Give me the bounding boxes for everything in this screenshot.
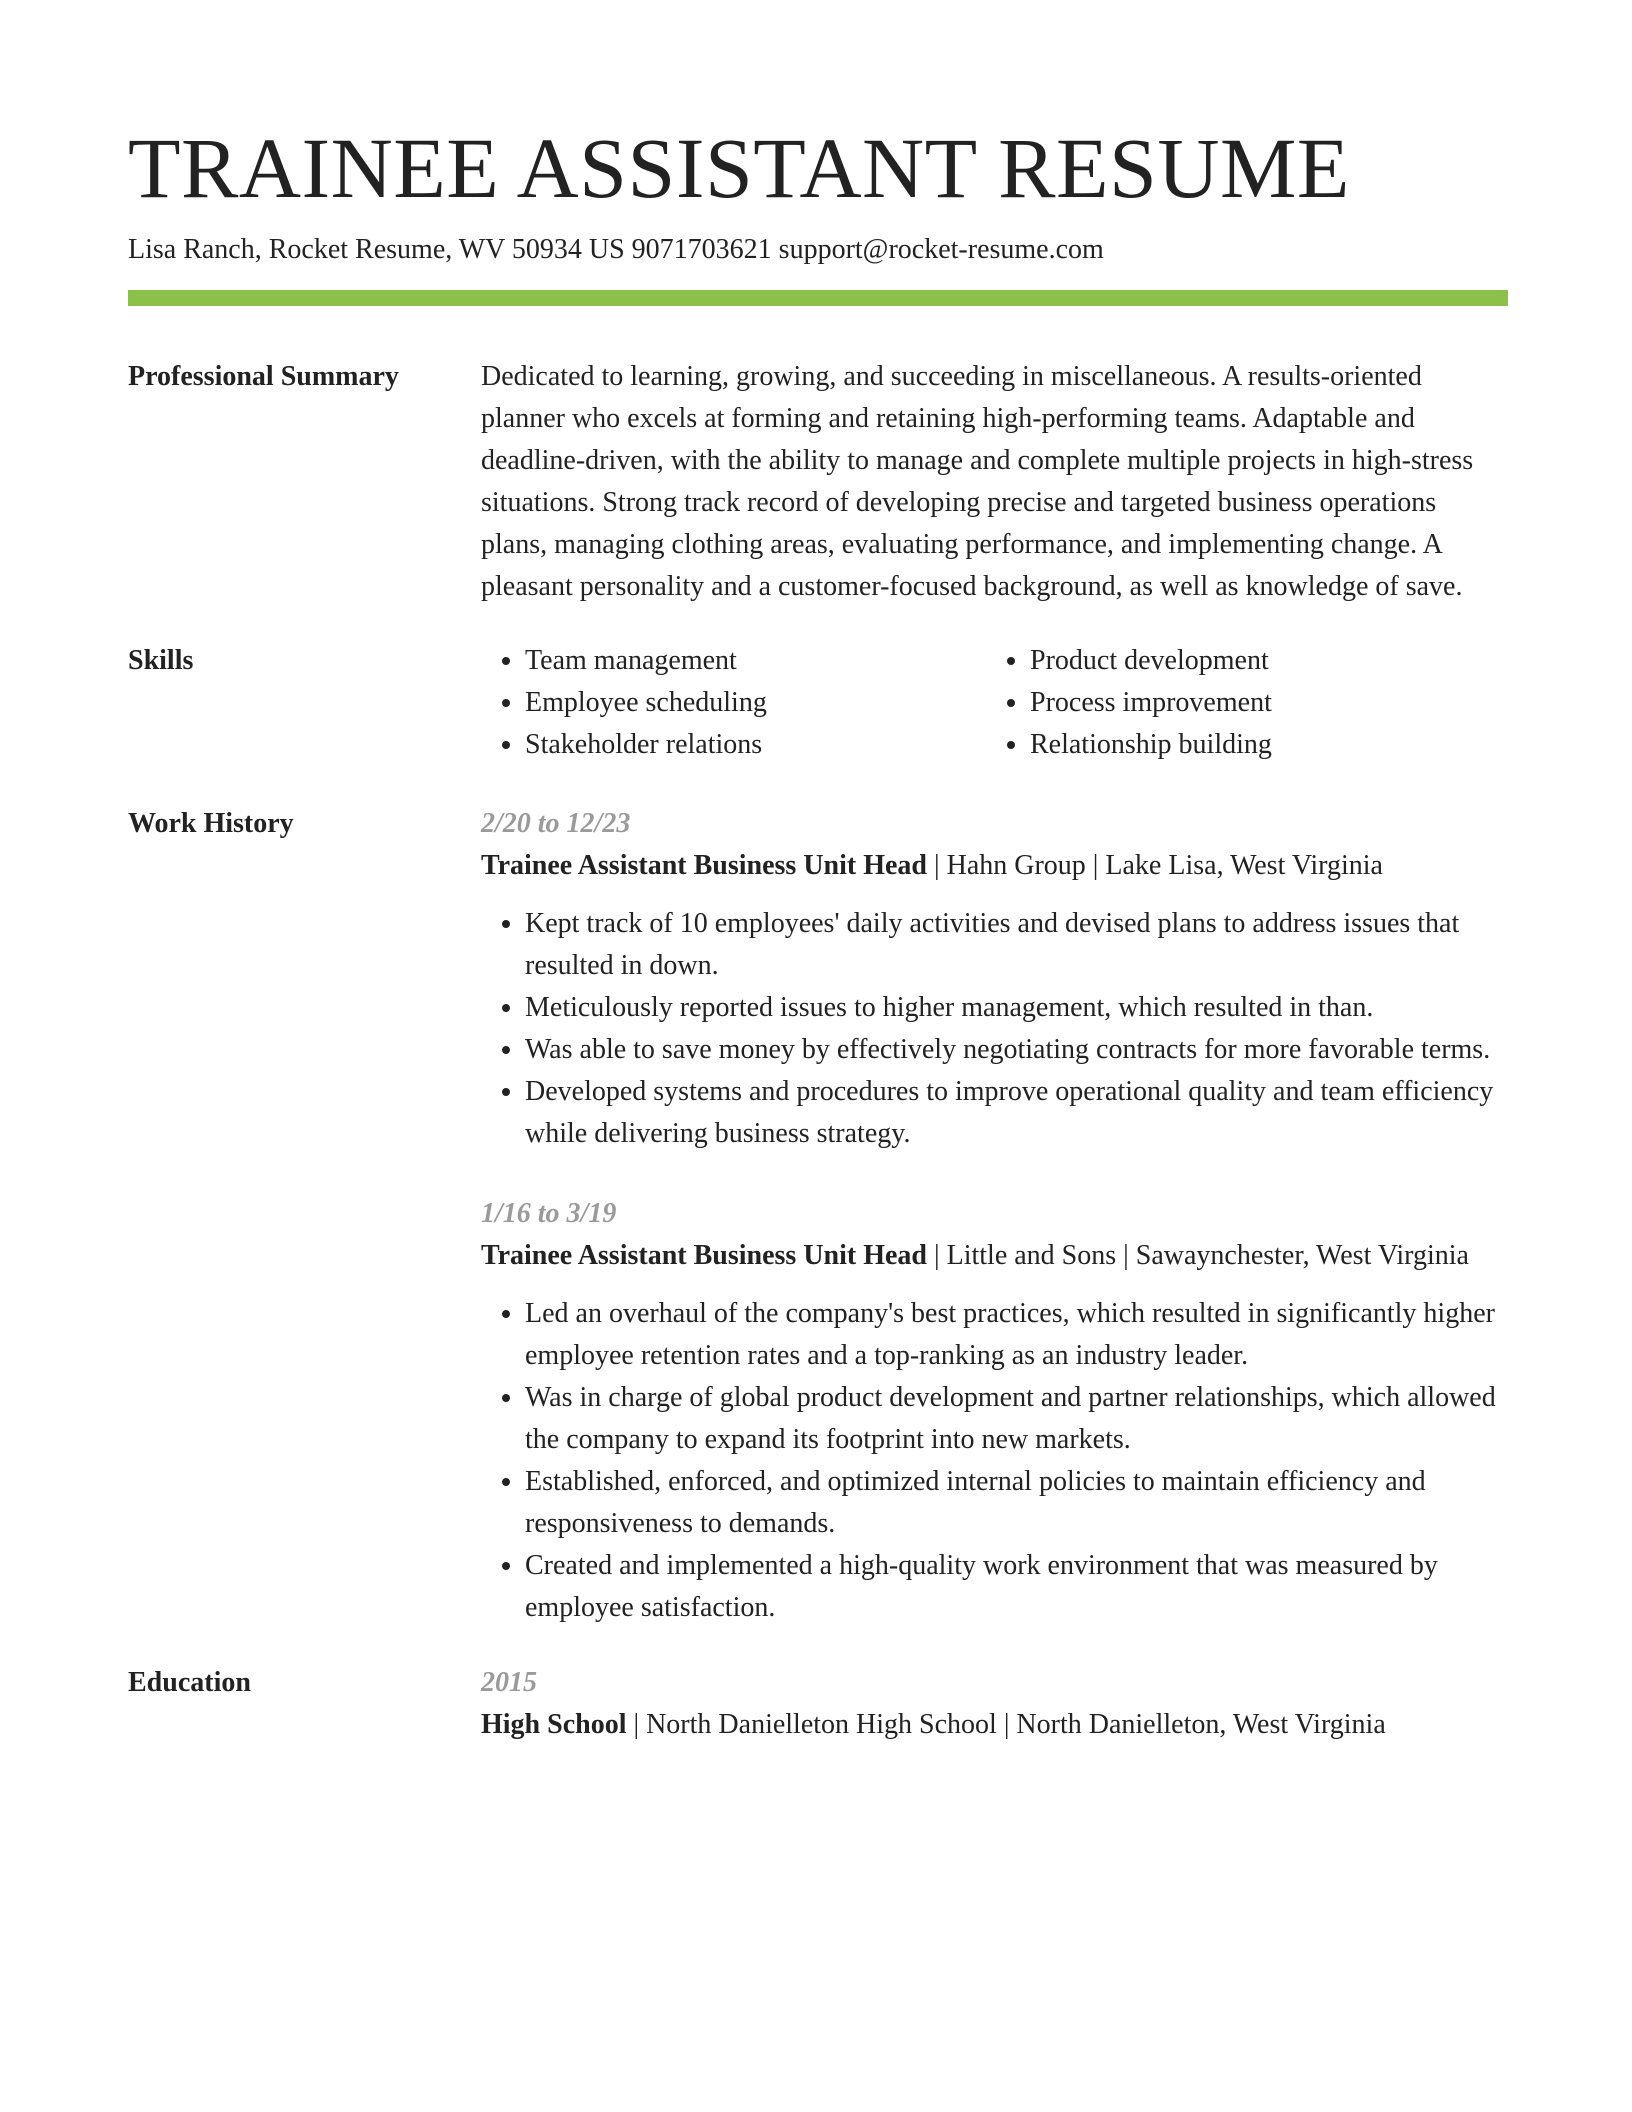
skills-body bbox=[481, 640, 1508, 766]
job-bullets bbox=[481, 903, 1508, 1155]
job-heading bbox=[481, 845, 1508, 887]
job-heading bbox=[481, 1235, 1508, 1277]
job-dates: 2/20 to 12/23 bbox=[481, 808, 631, 839]
summary-text: Dedicated to learning, growing, and succeeding in miscellaneous. A results-oriented planner who excels at forming and retaining high-performing teams. Adaptable and deadline-driven, with the ability to manage and complete multiple projects in high-stress situations. Strong track record of developing precise and targeted business operations plans, managing clothing areas, evaluating performance, and implementing change. A pleasant personality and a customer-focused background, as well as knowledge of save. bbox=[481, 361, 1474, 602]
skill-item: • Employee scheduling bbox=[525, 682, 986, 724]
job-details: | Hahn Group | Lake Lisa, West Virginia bbox=[927, 850, 1383, 881]
job-bullet: • Established, enforced, and optimized internal policies to maintain efficiency and responsiveness to demands. bbox=[525, 1461, 1508, 1545]
job-bullet: • Led an overhaul of the company's best practices, which resulted in significantly higher employee retention rates and a top-ranking as an industry leader. bbox=[525, 1293, 1508, 1377]
job-bullet: • Meticulously reported issues to higher management, which resulted in than. bbox=[525, 987, 1508, 1029]
job-bullet: • Was able to save money by effectively negotiating contracts for more favorable terms. bbox=[525, 1029, 1508, 1071]
skills-column-2 bbox=[986, 640, 1491, 766]
skill-item: • Team management bbox=[525, 640, 986, 682]
summary-label: Professional Summary bbox=[128, 361, 399, 392]
skills-column-1 bbox=[481, 640, 986, 766]
skills-section bbox=[128, 640, 1508, 766]
job-title: Trainee Assistant Business Unit Head bbox=[481, 1240, 927, 1271]
education-section bbox=[128, 1662, 1508, 1746]
job-entry bbox=[481, 1193, 1508, 1629]
contact-line: Lisa Ranch, Rocket Resume, WV 50934 US 9071703621 support@rocket-resume.com bbox=[128, 234, 1104, 265]
resume-title: TRAINEE ASSISTANT RESUME bbox=[128, 120, 1350, 216]
education-body bbox=[481, 1662, 1508, 1746]
job-bullets bbox=[481, 1293, 1508, 1629]
work-history-label: Work History bbox=[128, 808, 294, 839]
skill-item: • Stakeholder relations bbox=[525, 724, 986, 766]
job-dates: 1/16 to 3/19 bbox=[481, 1198, 617, 1229]
summary-section bbox=[128, 356, 1508, 608]
resume-page bbox=[128, 0, 1508, 1746]
job-bullet: • Was in charge of global product development and partner relationships, which allowed the company to expand its footprint into new markets. bbox=[525, 1377, 1508, 1461]
education-details: | North Danielleton High School | North Danielleton, West Virginia bbox=[626, 1709, 1386, 1740]
job-bullet: • Created and implemented a high-quality work environment that was measured by employee satisfaction. bbox=[525, 1545, 1508, 1629]
skill-item: • Relationship building bbox=[1030, 724, 1491, 766]
work-history-section bbox=[128, 803, 1508, 1629]
header-divider bbox=[128, 290, 1508, 306]
job-title: Trainee Assistant Business Unit Head bbox=[481, 850, 927, 881]
job-details: | Little and Sons | Sawaynchester, West Virginia bbox=[927, 1240, 1469, 1271]
job-bullet: • Developed systems and procedures to improve operational quality and team efficiency while delivering business strategy. bbox=[525, 1071, 1508, 1155]
skill-item: • Process improvement bbox=[1030, 682, 1491, 724]
education-degree: High School bbox=[481, 1709, 627, 1740]
skills-label: Skills bbox=[128, 645, 194, 676]
job-bullet: • Kept track of 10 employees' daily activities and devised plans to address issues that resulted in down. bbox=[525, 903, 1508, 987]
skill-item: • Product development bbox=[1030, 640, 1491, 682]
job-entry bbox=[481, 803, 1508, 1155]
education-heading bbox=[481, 1704, 1508, 1746]
education-year: 2015 bbox=[481, 1667, 537, 1698]
work-history-body bbox=[481, 803, 1508, 1629]
education-label: Education bbox=[128, 1667, 251, 1698]
